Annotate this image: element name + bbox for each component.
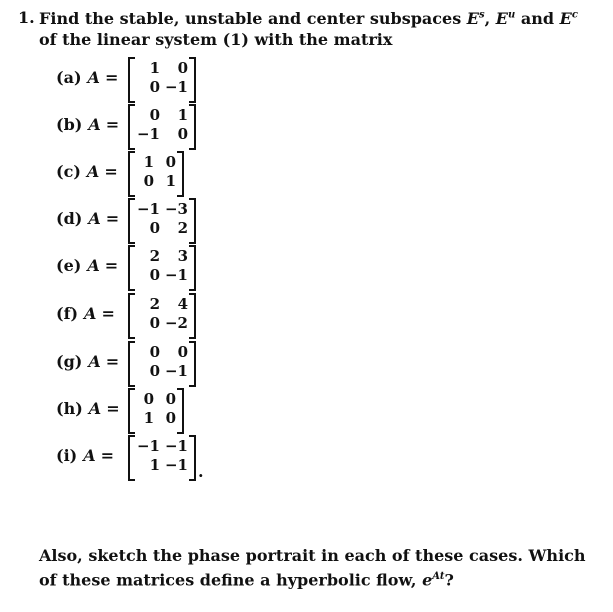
matrix-cell: 0 bbox=[177, 125, 188, 143]
matrix-cell: 3 bbox=[177, 247, 188, 265]
matrix-cell: 0 bbox=[165, 409, 176, 427]
right-bracket bbox=[189, 293, 196, 339]
matrix-cell: 1 bbox=[165, 172, 176, 190]
item-letter: (b) bbox=[56, 115, 83, 134]
right-bracket bbox=[177, 388, 184, 434]
statement-tail: of the linear system (1) with the matrix bbox=[39, 30, 393, 49]
center-subspace-symbol: E bbox=[559, 9, 572, 28]
matrix-cell: 0 bbox=[149, 343, 160, 361]
comma-1: , bbox=[484, 9, 491, 28]
exp-superscript: At bbox=[432, 571, 445, 582]
item-label bbox=[56, 352, 119, 371]
equals-sign: = bbox=[100, 446, 115, 465]
matrix bbox=[128, 340, 196, 386]
right-bracket bbox=[189, 341, 196, 387]
matrix-cell: −1 bbox=[164, 362, 188, 380]
matrix-cell: 2 bbox=[149, 247, 160, 265]
right-bracket bbox=[189, 198, 196, 244]
matrix-cell: 0 bbox=[149, 314, 160, 332]
matrix-variable: A bbox=[88, 115, 101, 134]
item-letter: (h) bbox=[56, 399, 83, 418]
matrix-cell: 4 bbox=[177, 295, 188, 313]
matrix-cell: −1 bbox=[164, 437, 188, 455]
item-letter: (g) bbox=[56, 352, 83, 371]
matrix-cell: 0 bbox=[165, 390, 176, 408]
footer-end: ? bbox=[444, 570, 454, 590]
matrix bbox=[128, 197, 196, 243]
matrix-cell: 0 bbox=[143, 390, 154, 408]
matrix-cell: −1 bbox=[164, 456, 188, 474]
stable-subspace-symbol: E bbox=[466, 9, 479, 28]
matrix-variable: A bbox=[88, 209, 101, 228]
right-bracket bbox=[189, 57, 196, 103]
matrix-cell: 0 bbox=[177, 59, 188, 77]
matrix-cell: −2 bbox=[164, 314, 188, 332]
item-letter: (d) bbox=[56, 209, 83, 228]
item-letter: (i) bbox=[56, 446, 78, 465]
equals-sign: = bbox=[104, 162, 118, 181]
right-bracket bbox=[189, 104, 196, 150]
item-letter: (e) bbox=[56, 256, 82, 275]
matrix bbox=[128, 434, 196, 480]
matrix bbox=[128, 103, 196, 149]
matrix-cell: 1 bbox=[149, 456, 160, 474]
matrix-cell: 0 bbox=[143, 172, 154, 190]
matrix-variable: A bbox=[88, 352, 101, 371]
footer-question bbox=[39, 545, 599, 590]
center-superscript: c bbox=[571, 9, 578, 21]
matrix-cell: −1 bbox=[164, 78, 188, 96]
matrix-cell: −1 bbox=[136, 437, 160, 455]
matrix-variable: A bbox=[86, 162, 100, 181]
unstable-superscript: u bbox=[507, 9, 516, 21]
equals-sign: = bbox=[105, 209, 120, 228]
item-label bbox=[56, 399, 120, 418]
matrix-cell: 0 bbox=[149, 266, 160, 284]
matrix bbox=[128, 244, 196, 290]
matrix-variable: A bbox=[87, 68, 100, 87]
right-bracket bbox=[189, 245, 196, 291]
item-label bbox=[56, 304, 115, 323]
matrix-cell: 0 bbox=[177, 343, 188, 361]
item-label bbox=[56, 162, 118, 181]
matrix-cell: 0 bbox=[149, 219, 160, 237]
matrix-variable: A bbox=[83, 446, 96, 465]
stable-superscript: s bbox=[478, 9, 485, 21]
item-letter: (a) bbox=[56, 68, 82, 87]
matrix-cell: 0 bbox=[149, 362, 160, 380]
equals-sign: = bbox=[105, 115, 120, 134]
matrix bbox=[128, 292, 196, 338]
matrix bbox=[128, 56, 196, 102]
item-period: . bbox=[198, 462, 204, 481]
matrix-cell: 2 bbox=[177, 219, 188, 237]
item-label bbox=[56, 115, 119, 134]
equals-sign: = bbox=[105, 352, 120, 371]
matrix-cell: 0 bbox=[165, 153, 176, 171]
problem-statement bbox=[39, 8, 599, 50]
item-label bbox=[56, 446, 114, 465]
item-letter: (f) bbox=[56, 304, 79, 323]
matrix-cell: 2 bbox=[149, 295, 160, 313]
matrix-variable: A bbox=[87, 256, 100, 275]
exp-base: e bbox=[422, 570, 433, 590]
matrix-cell: −1 bbox=[136, 125, 160, 143]
item-label bbox=[56, 256, 118, 275]
matrix-cell: −1 bbox=[136, 200, 160, 218]
matrix-variable: A bbox=[84, 304, 97, 323]
equals-sign: = bbox=[104, 256, 119, 275]
statement-intro: Find the stable, unstable and center subspaces bbox=[39, 9, 462, 28]
and-word: and bbox=[520, 9, 555, 28]
matrix-cell: 0 bbox=[149, 106, 160, 124]
matrix-cell: 1 bbox=[149, 59, 160, 77]
right-bracket bbox=[189, 435, 196, 481]
matrix bbox=[128, 150, 184, 196]
matrix-cell: −1 bbox=[164, 266, 188, 284]
matrix bbox=[128, 387, 184, 433]
right-bracket bbox=[177, 151, 184, 197]
item-label bbox=[56, 68, 118, 87]
item-letter: (c) bbox=[56, 162, 81, 181]
matrix-cell: −3 bbox=[164, 200, 188, 218]
problem-number: 1. bbox=[18, 8, 35, 27]
equals-sign: = bbox=[106, 399, 120, 418]
unstable-subspace-symbol: E bbox=[495, 9, 508, 28]
item-label bbox=[56, 209, 119, 228]
matrix-cell: 1 bbox=[143, 153, 154, 171]
matrix-cell: 1 bbox=[143, 409, 154, 427]
equals-sign: = bbox=[101, 304, 115, 323]
footer-text: Also, sketch the phase portrait in each of these cases. Which of these matrices define a hyperbolic flow, bbox=[39, 546, 586, 590]
equals-sign: = bbox=[104, 68, 119, 87]
matrix-variable: A bbox=[88, 399, 102, 418]
matrix-cell: 1 bbox=[177, 106, 188, 124]
matrix-cell: 0 bbox=[149, 78, 160, 96]
